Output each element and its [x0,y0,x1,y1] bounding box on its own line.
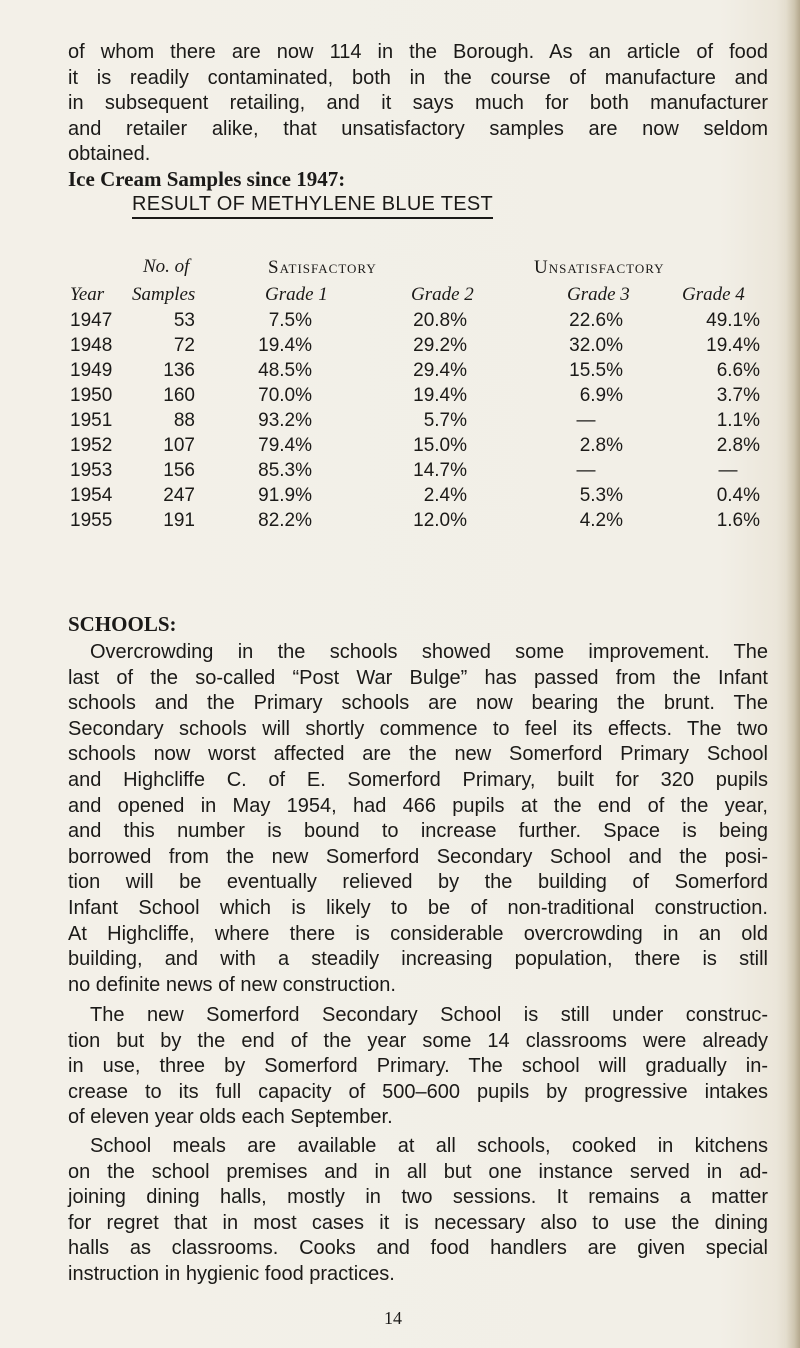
header-samples: Samples [132,284,196,305]
cell-grade-4: 49.1% [706,310,760,331]
cell-year: 1952 [70,435,113,456]
cell-grade-2: 29.4% [413,360,467,381]
paragraph-line: Infant School which is likely to be of non-traditional construction. [68,896,768,919]
paragraph-line: last of the so-called “Post War Bulge” has passed from the Infant [68,666,768,689]
paragraph-line: in use, three by Somerford Primary. The school will gradually in- [68,1055,768,1078]
schools-paragraph-3 [68,1134,768,1288]
schools-paragraph-1 [68,640,768,998]
cell-grade-3: 22.6% [569,310,623,331]
cell-grade-4: — [718,460,738,481]
cell-grade-3: — [576,460,596,481]
cell-grade-3: 5.3% [579,485,623,506]
cell-grade-4: 6.6% [716,360,760,381]
paragraph-line: and opened in May 1954, had 466 pupils at the end of the year, [68,794,768,817]
intro-line: obtained. [68,143,151,166]
cell-year: 1950 [70,385,113,406]
header-grade-3: Grade 3 [567,284,630,305]
cell-grade-3: 32.0% [569,335,623,356]
cell-grade-2: 29.2% [413,335,467,356]
header-grade-1: Grade 1 [265,284,328,305]
cell-grade-1: 93.2% [258,410,312,431]
cell-grade-1: 7.5% [268,310,312,331]
cell-grade-2: 15.0% [413,435,467,456]
cell-grade-1: 19.4% [258,335,312,356]
cell-samples: 136 [163,360,195,381]
cell-grade-1: 85.3% [258,460,312,481]
paragraph-line: halls as classrooms. Cooks and food handlers are given special [68,1237,768,1260]
schools-heading: SCHOOLS: [68,612,177,636]
cell-grade-3: 6.9% [579,385,623,406]
cell-year: 1955 [70,510,113,531]
cell-grade-4: 0.4% [716,485,760,506]
cell-grade-4: 2.8% [716,435,760,456]
cell-samples: 53 [173,310,195,331]
paragraph-line: instruction in hygienic food practices. [68,1262,395,1285]
intro-line: in subsequent retailing, and it says much for both manufacturer [68,92,768,115]
header-grade-4: Grade 4 [682,284,745,305]
cell-samples: 160 [163,385,195,406]
cell-grade-3: 15.5% [569,360,623,381]
paragraph-line: no definite news of new construction. [68,973,396,996]
cell-grade-2: 5.7% [423,410,467,431]
cell-grade-4: 19.4% [706,335,760,356]
cell-grade-2: 14.7% [413,460,467,481]
paragraph-line: and Highcliffe C. of E. Somerford Primary, built for 320 pupils [68,768,768,791]
cell-grade-1: 79.4% [258,435,312,456]
page-edge-shadow [786,0,800,1348]
paragraph-line: Overcrowding in the schools showed some improvement. The [90,641,768,663]
cell-grade-4: 3.7% [716,385,760,406]
intro-line: it is readily contaminated, both in the course of manufacture and [68,66,768,89]
paragraph-line: joining dining halls, mostly in two sessions. It remains a matter [68,1186,768,1209]
cell-grade-1: 82.2% [258,510,312,531]
cell-year: 1949 [70,360,113,381]
cell-grade-2: 20.8% [413,310,467,331]
paragraph-line: School meals are available at all schools, cooked in kitchens [90,1135,768,1157]
cell-samples: 191 [163,510,195,531]
cell-grade-2: 2.4% [423,485,467,506]
cell-samples: 88 [173,410,195,431]
cell-grade-1: 91.9% [258,485,312,506]
paragraph-line: building, and with a steadily increasing population, there is still [68,948,768,971]
ice-cream-heading: Ice Cream Samples since 1947: [68,167,346,191]
header-year: Year [70,284,105,305]
cell-samples: 107 [163,435,195,456]
header-grade-2: Grade 2 [411,284,474,305]
cell-grade-3: 2.8% [579,435,623,456]
paragraph-line: The new Somerford Secondary School is still under construc- [90,1004,768,1026]
header-unsatisfactory: Unsatisfactory [534,257,665,278]
cell-samples: 156 [163,460,195,481]
cell-grade-1: 48.5% [258,360,312,381]
paragraph-line: and this number is bound to increase further. Space is being [68,820,768,843]
cell-grade-1: 70.0% [258,385,312,406]
page-number: 14 [384,1308,402,1328]
intro-line: of whom there are now 114 in the Borough. As an article of food [68,41,768,63]
cell-samples: 247 [163,485,195,506]
cell-grade-2: 12.0% [413,510,467,531]
cell-year: 1953 [70,460,113,481]
paragraph-line: of eleven year olds each September. [68,1106,393,1129]
header-satisfactory: Satisfactory [268,257,377,278]
paragraph-line: schools and the Primary schools are now bearing the brunt. The [68,692,768,715]
paragraph-line: for regret that in most cases it is necessary also to use the dining [68,1211,768,1234]
cell-grade-2: 19.4% [413,385,467,406]
cell-grade-4: 1.1% [716,410,760,431]
intro-paragraph [68,40,768,168]
schools-paragraph-2 [68,1003,768,1131]
cell-year: 1954 [70,485,113,506]
cell-samples: 72 [173,335,195,356]
cell-grade-4: 1.6% [716,510,760,531]
cell-grade-3: — [576,410,596,431]
paragraph-line: borrowed from the new Somerford Secondary School and the posi- [68,845,768,868]
paragraph-line: schools now worst affected are the new Somerford Primary School [68,743,768,766]
cell-year: 1951 [70,410,113,431]
paragraph-line: tion but by the end of the year some 14 classrooms were already [68,1029,768,1052]
paragraph-line: on the school premises and in all but one instance served in ad- [68,1160,768,1183]
paragraph-line: tion will be eventually relieved by the building of Somerford [68,871,768,894]
intro-line: and retailer alike, that unsatisfactory samples are now seldom [68,117,768,140]
paragraph-line: Secondary schools will shortly commence to feel its effects. The two [68,717,768,740]
cell-grade-3: 4.2% [579,510,623,531]
table-subheading: RESULT OF METHYLENE BLUE TEST [132,192,493,219]
cell-year: 1948 [70,335,113,356]
cell-year: 1947 [70,310,113,331]
paragraph-line: At Highcliffe, where there is considerable overcrowding in an old [68,922,768,945]
paragraph-line: crease to its full capacity of 500–600 pupils by progressive intakes [68,1080,768,1103]
header-no-of: No. of [143,256,190,277]
